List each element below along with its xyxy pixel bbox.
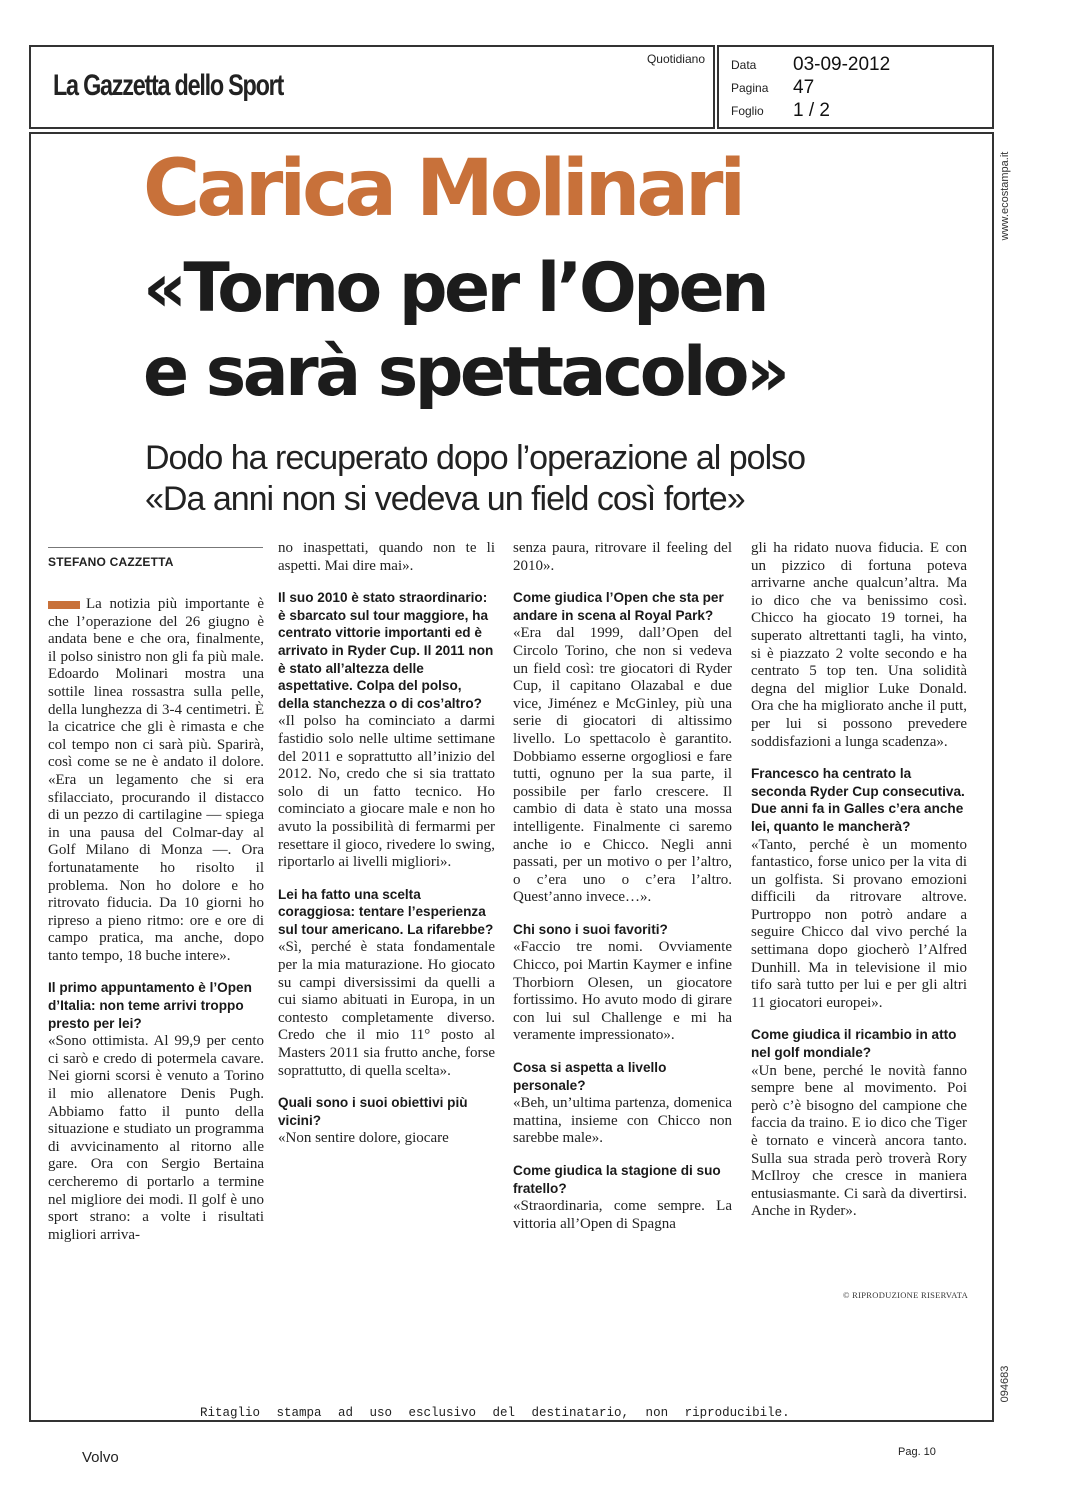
paragraph: senza paura, ritrovare il feeling del 2010». [513, 540, 732, 574]
article-kicker: Carica Molinari [143, 144, 743, 234]
publication-type: Quotidiano [646, 52, 705, 66]
paragraph: gli ha ridato nuova fiducia. E con un pizzico di fortuna poteva arrivarne anche qualcun’altra. Ma io dico che va benissimo così. Chicco ha giocato 19 tornei, ha superato altrettanti tagli, ha vinto, si è piazzato 2 volte secondo e ha centrato 5 top ten. Una solidità degna del miglior Luke Donald. Ora che ha migliorato anche il putt, per lui si possono prevedere soddisfazioni a lunga scadenza». [751, 540, 967, 750]
interview-question: Cosa si aspetta a livello personale? [513, 1060, 667, 1093]
paragraph: «Era dal 1999, dall’Open del Circolo Torino, che non si vedeva un field così: tre giocatori di Ryder Cup, il capitano Olazabal e due vice, Jiménez e McGinley, più una serie di giocatori di altissimo livello. Lo spettacolo è garantito. Dobbiamo esserne orgogliosi e fare tutti, ognuno per la sua parte, il possibile per farlo crescere. Il cambio di data è stato una mossa intelligente. Finalmente ci saremo anche io e Chicco. Negli anni passati, per un motivo o per l’altro, o c’era uno o c’era l’altro. Quest’anno invece…». [513, 625, 732, 906]
paragraph: no inaspettati, quando non te li aspetti. Mai dire mai». [278, 540, 495, 574]
column-4 [751, 540, 967, 1221]
paragraph: «Sì, perché è stata fondamentale per la mia maturazione. Ho giocato su campi diversissimi da quelli a cui siamo abituati in Europa, in un contesto completamente diverso. Credo che il mio 11° posto al Masters 2011 sia frutto anche, forse soprattutto, di quella scelta». [278, 939, 495, 1079]
interview-question: Come giudica l’Open che sta per andare in scena al Royal Park? [513, 590, 724, 623]
paragraph: «Sono ottimista. Al 99,9 per cento ci sarò e credo di potermela cavare. Nei giorni scorsi è venuto a Torino il mio allenatore Denis Pugh. Abbiamo fatto il punto della situazione e studiato un programma di avvicinamento al ritorno alle gare. Ora con Sergio Bertaina cercheremo di portarlo a termine nel migliore dei modi. Il golf è uno sport strano: a volte i risultati migliori arriva- [48, 1033, 264, 1243]
byline-rule [48, 547, 263, 548]
meta-date: Data 03-09-2012 [731, 54, 891, 75]
newspaper-logo: La Gazzetta dello Sport [53, 69, 284, 102]
headline-line: e sarà spettacolo» [143, 333, 787, 412]
headline-line: «Torno per l’Open [143, 249, 766, 328]
interview-question: Come giudica il ricambio in atto nel golf mondiale? [751, 1027, 957, 1061]
lead-marker-icon [48, 601, 80, 609]
column-2 [278, 540, 495, 1148]
byline: STEFANO CAZZETTA [48, 555, 174, 569]
copyright-note: © RIPRODUZIONE RISERVATA [843, 1290, 969, 1300]
interview-question: Il primo appuntamento è l’Open d’Italia: non teme arrivi troppo presto per lei? [48, 980, 252, 1031]
paragraph: «Faccio tre nomi. Ovviamente Chicco, poi Martin Kaymer e infine Thorbiorn Olesen, un giocatore fortissimo. Ho avuto modo di girare con lui sul Challenge e mi ha veramente impressionato». [513, 939, 732, 1044]
interview-question: Chi sono i suoi favoriti? [513, 921, 668, 937]
paragraph: «Non sentire dolore, giocare [278, 1130, 449, 1147]
side-website: www.ecostampa.it [999, 151, 1011, 241]
subhead-line: «Da anni non si vedeva un field così forte» [145, 480, 745, 518]
masthead-box [29, 45, 715, 129]
subhead-line: Dodo ha recuperato dopo l’operazione al polso [145, 439, 806, 477]
meta-page: Pagina 47 [731, 77, 815, 98]
paragraph: «Tanto, perché è un momento fantastico, forse unico per la vita di un golfista. Si provano emozioni difficili da ritrovare altrove. Purtroppo non potrò andare a seguire Chicco dal vivo perché la settimana dopo giocherò l’Alfred Dunhill. Ma in televisione il mio tifo sarà tutto per lui e per gli altri 11 giocatori europei». [751, 836, 967, 1011]
paragraph: «Un bene, perché le novità fanno sempre bene al movimento. Poi però c’è bisogno del campione che faccia da traino. E io dico che Tiger è tornato e vincerà ancora tanto. Sulla sua strada però troverà Rory McIlroy che cresce in maniera entusiasmante. Ci sarà da divertirsi. Anche in Ryder». [751, 1062, 967, 1220]
paragraph: La notizia più importante è che l’operazione del 26 giugno è andata bene e che ora, finalmente, il polso sinistro non gli fa più male. Edoardo Molinari mostra una sottile linea rossastra sulla pelle, della lunghezza di 3-4 centimetri. È la cicatrice che gli è rimasta e che col tempo non ci sarà più. Sparirà, così come se ne è andato il dolore. «Era un legamento che si era sfilacciato, procurando il distacco di un pezzo di cartilagine — spiega in una pausa del Colmar-day al Golf Milano di Monza —. Ora fortunatamente ho risolto il problema. Non ho dolore e ho ritrovato fiducia. Da 10 giorni ho ripreso a pieno ritmo: ore e ore di campo pratica, ma anche, dopo tanto tempo, 18 buche intere». [48, 596, 264, 964]
column-1 [48, 596, 264, 1244]
disclaimer: Ritaglio stampa ad uso esclusivo del destinatario, non riproducibile. [200, 1406, 790, 1420]
client-name: Volvo [82, 1449, 119, 1466]
article-headline [143, 247, 786, 415]
meta-box [717, 45, 994, 129]
paragraph: «Il polso ha cominciato a darmi fastidio solo nelle ultime settimane del 2011 e soprattutto all’inizio del 2012. No, credo che si sia trattato solo di un fatto tecnico. Ho cominciato a giocare male e non ho avuto la possibilità di fermarmi per resettare il gioco, rivedere lo swing, riportarlo ai livelli migliori». [278, 713, 495, 871]
side-code: 094683 [999, 1365, 1011, 1403]
interview-question: Come giudica la stagione di suo fratello? [513, 1163, 721, 1196]
interview-question: Il suo 2010 è stato straordinario: è sbarcato sul tour maggiore, ha centrato vittorie importanti ed è arrivato in Ryder Cup. Il 2011 non è stato all’altezza delle aspettative. Colpa del polso, della stanchezza o di cos’altro? [278, 590, 494, 711]
column-3 [513, 540, 732, 1233]
page-number: Pag. 10 [898, 1446, 936, 1458]
article-subhead [145, 438, 805, 520]
interview-question: Quali sono i suoi obiettivi più vicini? [278, 1095, 468, 1128]
meta-sheet: Foglio 1 / 2 [731, 100, 830, 121]
interview-question: Lei ha fatto una scelta coraggiosa: tentare l’esperienza sul tour americano. La rifarebbe? [278, 886, 494, 937]
paragraph: «Beh, un’ultima partenza, domenica mattina, insieme con Chicco non sarebbe male». [513, 1095, 732, 1147]
interview-question: Francesco ha centrato la seconda Ryder Cup consecutiva. Due anni fa in Galles c’era anche lei, quanto le mancherà? [751, 766, 965, 834]
paragraph: «Straordinaria, come sempre. La vittoria all’Open di Spagna [513, 1198, 732, 1232]
